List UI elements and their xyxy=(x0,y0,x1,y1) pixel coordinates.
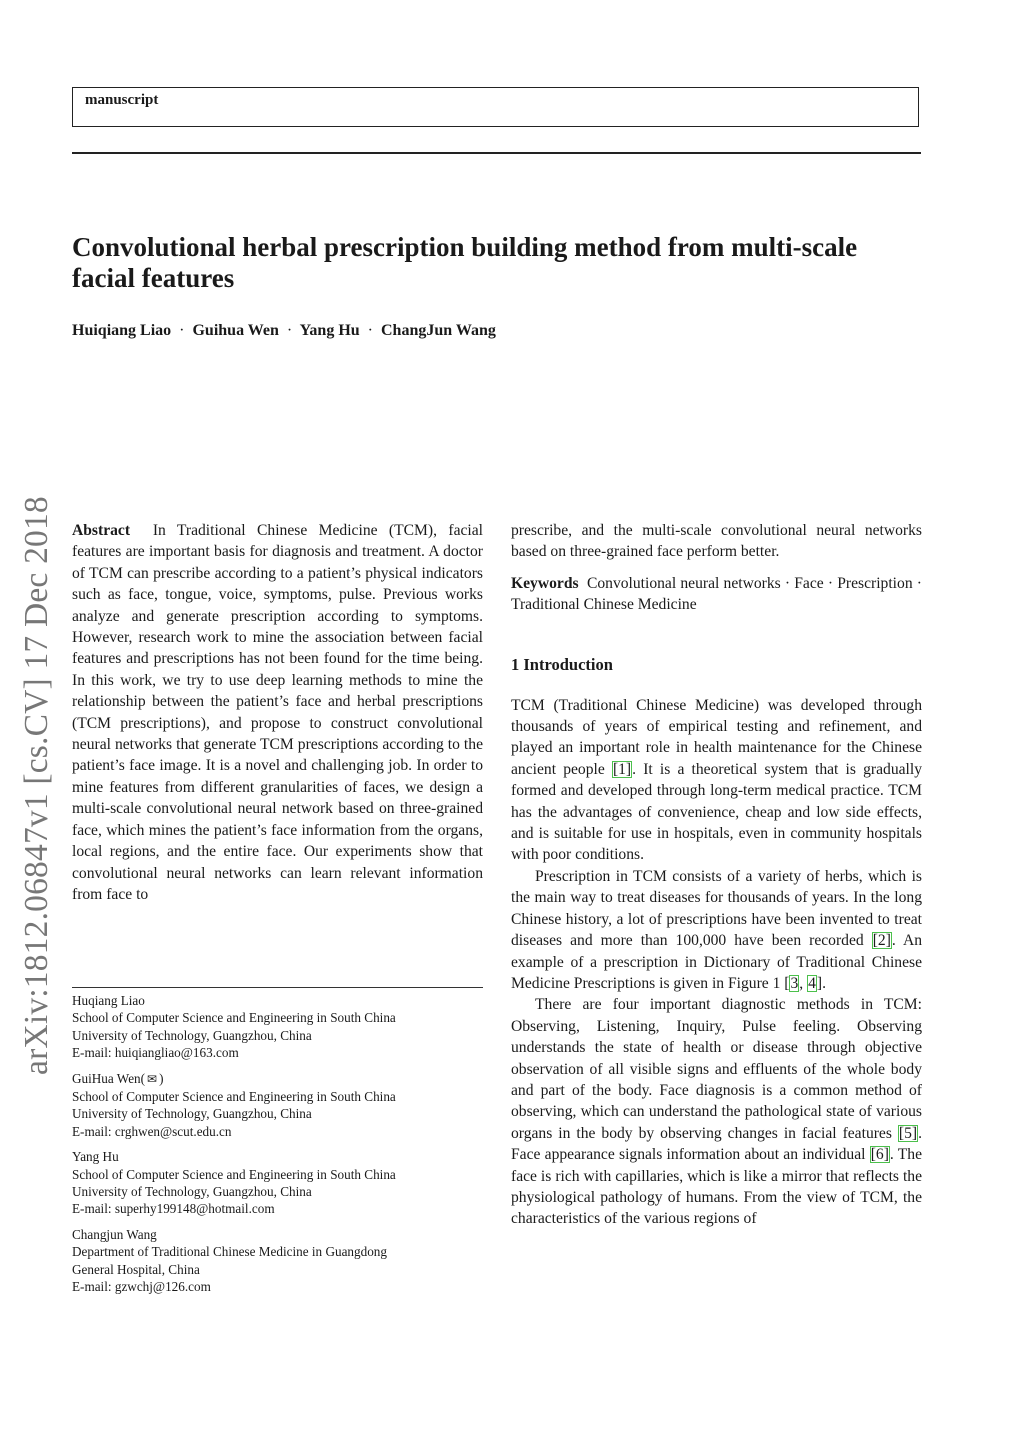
affiliation-line: General Hospital, China xyxy=(72,1261,200,1277)
arxiv-stamp: arXiv:1812.06847v1 [cs.CV] 17 Dec 2018 xyxy=(18,496,55,1075)
affiliation-line: University of Technology, Guangzhou, China xyxy=(72,1106,312,1122)
intro-text: . Face appearance signals information about an individual xyxy=(511,1124,922,1164)
author-separator: · xyxy=(179,322,185,339)
section-number: 1 xyxy=(511,654,520,674)
author-name: Huiqiang Liao xyxy=(72,322,172,339)
affiliation-email: E-mail: huiqiangliao@163.com xyxy=(72,1044,239,1060)
intro-text: ]. xyxy=(816,974,826,992)
affiliation-email: E-mail: gzwchj@126.com xyxy=(72,1278,211,1294)
affiliation-block xyxy=(72,1148,492,1217)
footnote-rule xyxy=(72,987,483,988)
author-separator: · xyxy=(286,322,293,339)
intro-paragraph-2: Prescription in TCM consists of a variety of herbs, which is the main way to treat diseases for thousands of years. In the long Chinese history, a lot of prescriptions have been invented to treat diseases and more than 100,000 have been recorded [2]. An example of a prescription in Dictionary of Traditional Chinese Medicine Prescriptions is given in Figure 1 [3, 4]. xyxy=(511,867,922,992)
affiliation-name: Yang Hu xyxy=(72,1149,119,1165)
header-rule xyxy=(72,152,921,154)
section-title: Introduction xyxy=(523,654,613,674)
affiliation-line: Department of Traditional Chinese Medicine in Guangdong xyxy=(72,1244,387,1260)
affiliations xyxy=(72,992,492,1304)
affiliation-block xyxy=(72,1070,492,1140)
author-name: Guihua Wen xyxy=(192,322,279,339)
abstract-text: In Traditional Chinese Medicine (TCM), facial features are important basis for diagnosis and treatment. A doctor of TCM can prescribe according to a patient’s physical indicators such as face, tongue, voice, symptoms, pulse. Previous works analyze and generate prescription according to symptoms. However, research work to mine the association between facial features and prescriptions has not been found for the time being. In this work, we try to use deep learning methods to mine the relationship between the patient’s face and herbal prescriptions (TCM prescriptions), and propose to construct convolutional neural networks that generate TCM prescriptions according to the patient’s face image. It is a novel and challenging job. In order to mine features from different granularities of faces, we design a multi-scale convolutional neural network based on three-grained face, which mines the patient’s face information from the organs, local regions, and the entire face. Our experiments show that convolutional neural networks can learn relevant information from face to xyxy=(72,522,484,903)
citation-link[interactable]: [5] xyxy=(898,1124,918,1142)
author-list xyxy=(72,322,496,340)
affiliation-line: University of Technology, Guangzhou, China xyxy=(72,1183,312,1199)
affiliation-block xyxy=(72,1226,492,1295)
affiliation-line: University of Technology, Guangzhou, China xyxy=(72,1027,312,1043)
intro-text: There are four important diagnostic methods in TCM: Observing, Listening, Inquiry, Pulse feeling. Observing understands the state of health or disease through objective observation of all visible signs and effluents of the whole body and part of the body. Face diagnosis is a common method of observing, which can understand the pathological state of various organs in the body by observing changes in facial features xyxy=(511,996,922,1142)
affiliation-line: School of Computer Science and Engineering in South China xyxy=(72,1088,396,1104)
intro-paragraph-1 xyxy=(511,695,922,866)
intro-text: . An example of a prescription in Dictionary of Traditional Chinese Medicine Prescriptions is given in Figure 1 [ xyxy=(511,932,922,992)
citation-link[interactable]: [6] xyxy=(870,1146,889,1164)
intro-text: Prescription in TCM consists of a variety of herbs, which is the main way to treat diseases for thousands of years. In the long Chinese history, a lot of prescriptions have been invented to treat diseases and more than 100,000 have been recorded xyxy=(511,867,922,950)
affiliation-name-row xyxy=(72,1070,492,1088)
keywords xyxy=(511,573,922,616)
affiliation-email: E-mail: crghwen@scut.edu.cn xyxy=(72,1123,232,1139)
abstract-continuation: prescribe, and the multi-scale convolutional neural networks based on three-grained face perform better. xyxy=(511,522,922,561)
envelope-icon: ✉ xyxy=(147,1071,158,1086)
running-header xyxy=(72,87,919,127)
citation-link[interactable]: [1] xyxy=(612,760,632,778)
right-column xyxy=(511,520,922,1230)
keywords-text: Convolutional neural networks · Face · Prescription · Traditional Chinese Medicine xyxy=(511,574,922,614)
left-column xyxy=(72,520,483,905)
header-label: manuscript xyxy=(85,92,159,108)
citation-link[interactable]: [2] xyxy=(872,932,891,950)
section-heading xyxy=(511,655,922,675)
author-separator: · xyxy=(367,322,373,339)
affiliation-name: GuiHua Wen( xyxy=(72,1070,146,1086)
affiliation-line: School of Computer Science and Engineering in South China xyxy=(72,1166,396,1182)
abstract xyxy=(72,520,483,905)
paper-title: Convolutional herbal prescription building method from multi-scale facial features xyxy=(72,232,858,293)
affiliation-email: E-mail: superhy199148@hotmail.com xyxy=(72,1201,275,1217)
author-name: ChangJun Wang xyxy=(381,322,496,339)
keywords-label: Keywords xyxy=(511,574,579,592)
intro-text: . The face is rich with capillaries, which is like a mirror that reflects the physiological pathology of humans. From the view of TCM, the characteristics of the various regions of xyxy=(511,1146,922,1228)
citation-link[interactable]: 4 xyxy=(808,974,816,992)
abstract-label: Abstract xyxy=(72,522,131,539)
author-name: Yang Hu xyxy=(299,322,360,339)
intro-text: TCM (Traditional Chinese Medicine) was developed through thousands of years of empirical testing and refinement, and played an important role in health maintenance for the Chinese ancient people xyxy=(511,696,922,778)
intro-text: . It is a theoretical system that is gradually formed and developed through long-term medical practice. TCM has the advantages of convenience, cheap and low side effects, and is suitable for use in hospitals, even in community hospitals with poor conditions. xyxy=(511,760,922,864)
affiliation-name: Huqiang Liao xyxy=(72,993,145,1008)
intro-paragraph-3 xyxy=(511,994,922,1229)
affiliation-name: Changjun Wang xyxy=(72,1227,157,1243)
citation-link[interactable]: 3 xyxy=(790,974,799,992)
affiliation-name-suffix: ) xyxy=(159,1070,164,1086)
affiliation-line: School of Computer Science and Engineering in South China xyxy=(72,1010,396,1026)
affiliation-block xyxy=(72,992,492,1061)
